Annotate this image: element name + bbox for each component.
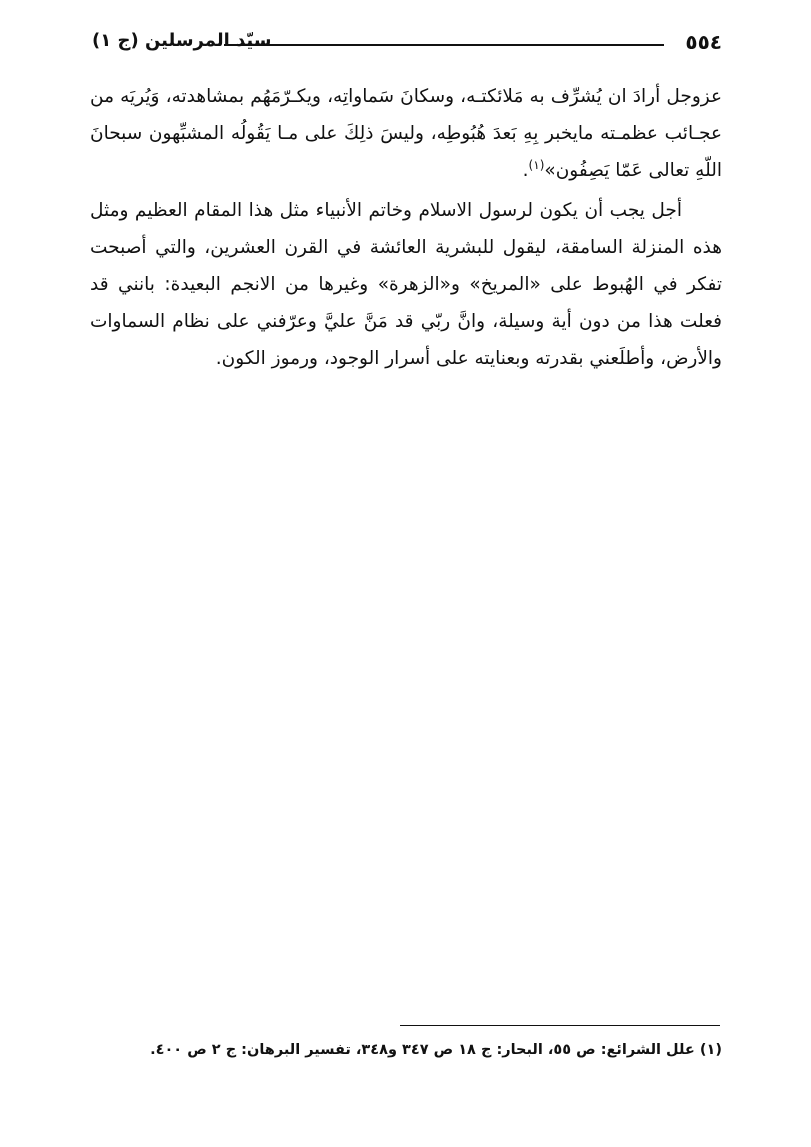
page-header: [92, 30, 722, 60]
footnote-reference[interactable]: (١): [528, 157, 545, 172]
page-number: ٥٥٤: [685, 30, 722, 54]
running-title: سيّد المرسلين (ج ١): [92, 30, 272, 51]
footnote: (١) علل الشرائع: ص ٥٥، البحار: ج ١٨ ص ٣٤٧ و٣٤٨، تفسير البرهان: ج ٢ ص ٤٠٠.: [150, 1042, 722, 1058]
paragraph-1-text: عزوجل أرادَ ان يُشرِّف به مَلائكتـه، وسكانَ سَماواتِه، ويكـرّمَهُم بمشاهدته، وَيُريَه من عجـائب عظمـته مايخبر بِهِ بَعدَ هُبُوطِه، وليسَ ذلِكَ على مـا يَقُولُه المشبِّهون سبحانَ اللّهِ تعالى عَمّا يَصِفُون»: [90, 86, 722, 181]
main-text: [90, 78, 722, 380]
paragraph-1: [90, 78, 722, 189]
paragraph-1-end: .: [522, 160, 529, 181]
header-rule: [224, 44, 664, 46]
paragraph-2: أجل يجب أن يكون لرسول الاسلام وخاتم الأنبياء مثل هذا المقام العظيم ومثل هذه المنزلة السامقة، ليقول للبشرية العائشة في القرن العشرين، والتي أصبحت تفكر في الهُبوط على «المريخ» و«الزهرة» وغيرها من الانجم البعيدة: بانني قد فعلت هذا من دون أية وسيلة، وانَّ ربّي قد مَنَّ عليَّ وعرّفني على نظام السماوات والأرض، وأطلَعني بقدرته وبعنايته على أسرار الوجود، ورموز الكون.: [90, 200, 722, 369]
footnote-separator: [400, 1025, 720, 1026]
